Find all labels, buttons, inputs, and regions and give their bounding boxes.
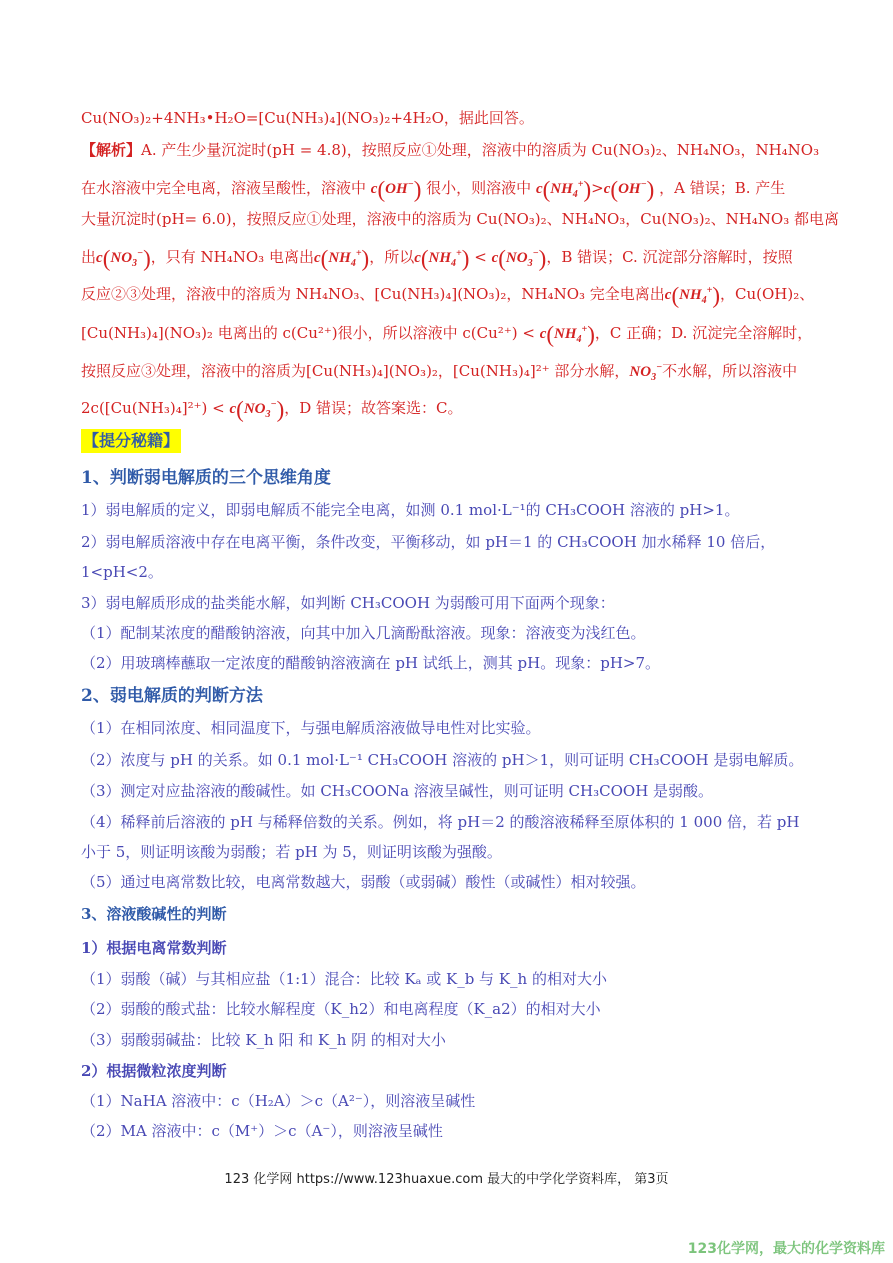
s2-point-1: （1）在相同浓度、相同温度下，与强电解质溶液做导电性对比实验。: [81, 719, 541, 737]
analysis-line-5: 反应②③处理，溶液中的溶质为 NH₄NO₃、[Cu(NH₃)₄](NO₃)₂，NH₄NO₃ 完全电离出$c(NH_4^+)$，Cu(OH)₂、: [81, 283, 815, 308]
s1-point-1: 1）弱电解质的定义，即弱电解质不能完全电离，如测 0.1 mol·L⁻¹的 CH₃COOH 溶液的 pH>1。: [81, 501, 740, 519]
analysis-line-3: 大量沉淀时(pH= 6.0)，按照反应①处理，溶液中的溶质为 Cu(NO₃)₂、NH₄NO₃，Cu(NO₃)₂、NH₄NO₃ 都电离: [81, 210, 840, 228]
s2-point-4-cont: 小于 5，则证明该酸为弱酸；若 pH 为 5，则证明该酸为强酸。: [81, 843, 502, 861]
s3-point-4: （1）NaHA 溶液中：c（H₂A）＞c（A²⁻），则溶液呈碱性: [81, 1092, 476, 1110]
formula-c-nh4: $c(NH_4^+)$: [535, 177, 592, 202]
formula-c-oh: c(OH−): [370, 177, 422, 202]
s1-point-2: 2）弱电解质溶液中存在电离平衡，条件改变，平衡移动，如 pH＝1 的 CH₃COOH 加水稀释 10 倍后，: [81, 533, 776, 551]
s1-point-3: 3）弱电解质形成的盐类能水解，如判断 CH₃COOH 为弱酸可用下面两个现象：: [81, 594, 615, 612]
reaction-equation: Cu(NO₃)₂+4NH₃•H₂O=[Cu(NH₃)₄](NO₃)₂+4H₂O，据此回答。: [81, 109, 534, 127]
s1-point-3-a: （1）配制某浓度的醋酸钠溶液，向其中加入几滴酚酞溶液。现象：溶液变为浅红色。: [81, 624, 646, 642]
formula-c-no3: $c(NO_3^-)$: [491, 246, 547, 271]
s1-point-2-cont: 1<pH<2。: [81, 563, 163, 581]
formula-c-no3: $c(NO_3^-)$: [96, 246, 151, 271]
section-3-title: 3、溶液酸碱性的判断: [81, 905, 227, 923]
s2-point-3: （3）测定对应盐溶液的酸碱性。如 CH₃COONa 溶液呈碱性，则可证明 CH₃COOH 是弱酸。: [81, 782, 714, 800]
s3-point-1: （1）弱酸（碱）与其相应盐（1:1）混合：比较 Kₐ 或 K_b 与 K_h 的相对大小: [81, 970, 607, 988]
formula-c-oh: c(OH−): [603, 177, 655, 202]
analysis-line-2: 在水溶液中完全电离，溶液呈酸性，溶液中 c(OH−) 很小，则溶液中 $c(NH_4^+)>c(OH^-)$ ，A 错误；B. 产生: [81, 177, 786, 202]
section-2-title: 2、弱电解质的判断方法: [81, 686, 263, 706]
analysis-line-4: 出$c(NO_3^-)$，只有 NH₄NO₃ 电离出$c(NH_4^+)$，所以$c(NH_4^+) < c(NO_3^-)$，B 错误；C. 沉淀部分溶解时，按照: [81, 246, 793, 271]
s3-point-2: （2）弱酸的酸式盐：比较水解程度（K_h2）和电离程度（K_a2）的相对大小: [81, 1000, 601, 1018]
analysis-line-1: 【解析】A. 产生少量沉淀时(pH = 4.8)，按照反应①处理，溶液中的溶质为 Cu(NO₃)₂、NH₄NO₃，NH₄NO₃: [81, 141, 820, 159]
formula-c-nh4: $c(NH_4^+)$: [664, 283, 720, 308]
s2-point-2: （2）浓度与 pH 的关系。如 0.1 mol·L⁻¹ CH₃COOH 溶液的 pH＞1，则可证明 CH₃COOH 是弱电解质。: [81, 751, 804, 769]
page-footer: 123 化学网 https://www.123huaxue.com 最大的中学化学资料库， 第3页: [224, 1172, 669, 1187]
s3-heading-1: 1）根据电离常数判断: [81, 939, 227, 957]
s3-heading-2: 2）根据微粒浓度判断: [81, 1062, 227, 1080]
analysis-label: 【解析】: [81, 141, 142, 159]
watermark: 123化学网，最大的化学资料库: [687, 1241, 885, 1257]
s3-point-3: （3）弱酸弱碱盐：比较 K_h 阳 和 K_h 阴 的相对大小: [81, 1031, 446, 1049]
tips-heading: 【提分秘籍】: [81, 429, 181, 453]
s1-point-3-b: （2）用玻璃棒蘸取一定浓度的醋酸钠溶液滴在 pH 试纸上，测其 pH。现象：pH>7。: [81, 654, 661, 672]
formula-c-nh4: $c(NH_4^+)$: [313, 246, 370, 271]
formula-c-no3: $c(NO_3^-)$: [229, 397, 285, 422]
analysis-line-6: [Cu(NH₃)₄](NO₃)₂ 电离出的 c(Cu²⁺)很小，所以溶液中 $c(Cu^{2+}) < c(NH_4^+)$，C 正确；D. 沉淀完全溶解时，: [81, 322, 813, 347]
analysis-line-8: $2c([Cu(NH_3)_4]^{2+}) < c(NO_3^-)$，D 错误；故答案选：C。: [81, 397, 463, 422]
formula-c-nh4: $c(NH_4^+)$: [539, 322, 595, 347]
s3-point-5: （2）MA 溶液中：c（M⁺）＞c（A⁻），则溶液呈碱性: [81, 1122, 443, 1140]
analysis-line-7: 按照反应③处理，溶液中的溶质为[Cu(NH₃)₄](NO₃)₂，[Cu(NH₃)₄]²⁺ 部分水解，$NO_3^-$不水解，所以溶液中: [81, 362, 798, 383]
formula-c-nh4: $c(NH_4^+)$: [414, 246, 470, 271]
s2-point-4: （4）稀释前后溶液的 pH 与稀释倍数的关系。例如，将 pH＝2 的酸溶液稀释至原体积的 1 000 倍，若 pH: [81, 813, 800, 831]
section-1-title: 1、判断弱电解质的三个思维角度: [81, 468, 331, 488]
s2-point-5: （5）通过电离常数比较，电离常数越大，弱酸（或弱碱）酸性（或碱性）相对较强。: [81, 873, 646, 891]
formula-no3: $NO_3^-$: [629, 362, 663, 383]
